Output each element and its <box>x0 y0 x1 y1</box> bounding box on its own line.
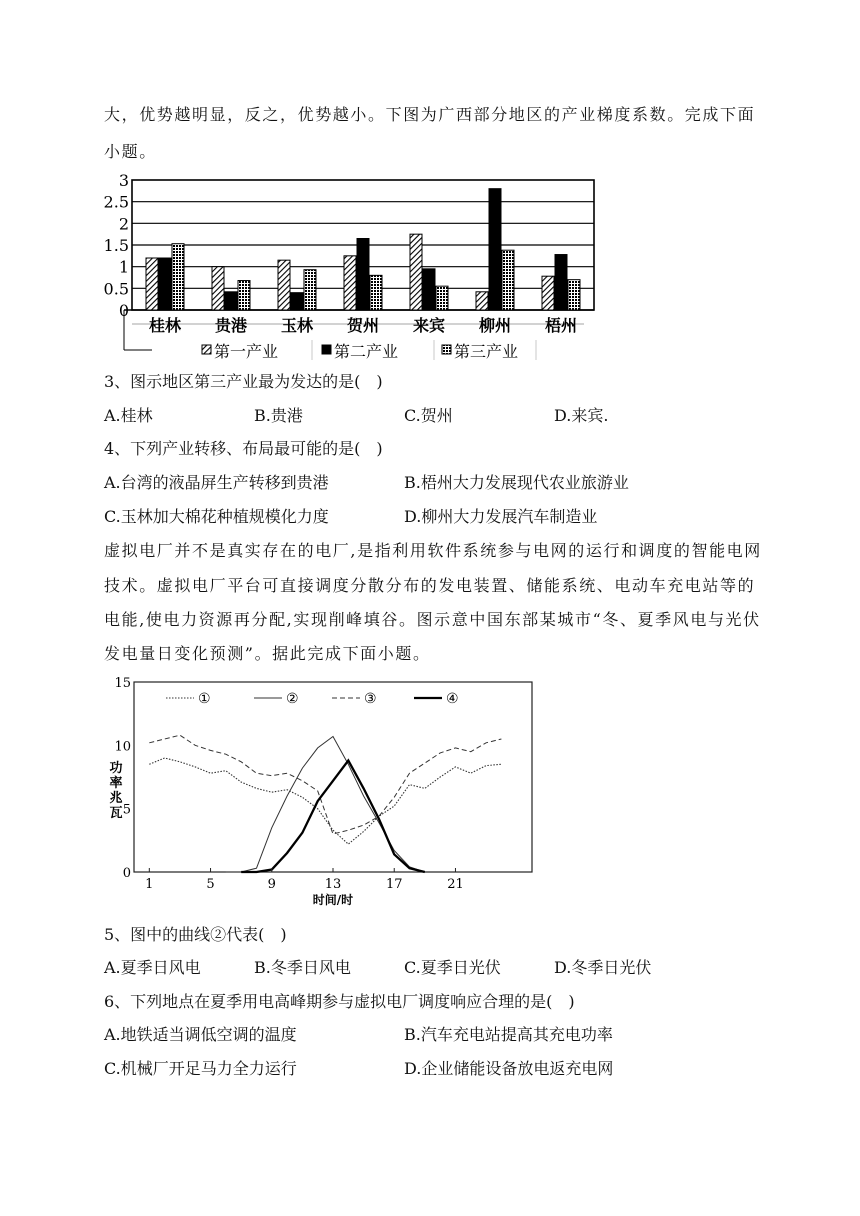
series-line <box>149 735 501 834</box>
bar <box>238 281 250 310</box>
line-x-tick: 13 <box>324 877 342 892</box>
series-line <box>241 761 425 873</box>
q6-option-c[interactable]: C.机械厂开足马力全力运行 <box>104 1059 297 1078</box>
legend-label: ① <box>198 691 211 707</box>
bar-y-tick: 1 <box>118 257 129 277</box>
bar-x-tick: 梧州 <box>544 316 578 335</box>
bar-x-tick: 贺州 <box>346 316 380 335</box>
q6-option-d[interactable]: D.企业储能设备放电返充电网 <box>404 1059 614 1078</box>
bar <box>476 292 488 310</box>
bar <box>410 234 422 310</box>
bar <box>370 275 382 310</box>
q5-option-d[interactable]: D.冬季日光伏 <box>554 958 652 977</box>
q4-stem: 4、下列产业转移、布局最可能的是( ) <box>104 439 383 458</box>
passage2-line-3: 电能,使电力资源再分配,实现削峰填谷。图示意中国东部某城市“冬、夏季风电与光伏 <box>104 610 761 629</box>
q5-option-a[interactable]: A.夏季日风电 <box>104 958 201 977</box>
bar <box>225 292 237 310</box>
line-y-tick: 5 <box>122 802 131 818</box>
line-x-tick: 5 <box>206 877 215 892</box>
bar-y-tick: 2 <box>118 214 129 234</box>
bar <box>555 255 567 310</box>
intro-line-1: 大，优势越明显，反之，优势越小。下图为广西部分地区的产业梯度系数。完成下面 <box>104 105 756 124</box>
legend-swatch <box>202 345 211 354</box>
bar <box>568 280 580 310</box>
q3-option-a[interactable]: A.桂林 <box>104 406 153 425</box>
bar <box>423 269 435 310</box>
bar-x-tick: 柳州 <box>478 316 512 335</box>
legend-label: ② <box>286 691 299 707</box>
q5-stem: 5、图中的曲线②代表( ) <box>104 925 287 944</box>
passage2-line-1: 虚拟电厂并不是真实存在的电厂,是指利用软件系统参与电网的运行和调度的智能电网 <box>104 541 762 560</box>
q3-option-d[interactable]: D.来宾. <box>554 406 609 425</box>
y-axis-label-char: 率 <box>109 776 123 791</box>
x-axis-label: 时间/时 <box>312 893 354 907</box>
q3-stem: 3、图示地区第三产业最为发达的是( ) <box>104 372 383 391</box>
passage2-line-2: 技术。虚拟电厂平台可直接调度分散分布的发电装置、储能系统、电动车充电站等的 <box>104 576 756 595</box>
line-y-tick: 0 <box>122 866 131 881</box>
bar-x-tick: 桂林 <box>148 316 182 335</box>
q5-option-b[interactable]: B.冬季日风电 <box>254 958 351 977</box>
line-y-tick: 15 <box>114 676 131 691</box>
bar-y-tick: 2.5 <box>104 192 129 212</box>
bar-y-tick: 3 <box>118 171 129 190</box>
bar-y-tick: 1.5 <box>104 236 129 255</box>
q4-option-d[interactable]: D.柳州大力发展汽车制造业 <box>404 507 598 526</box>
bar-x-tick: 玉林 <box>280 316 314 335</box>
legend-label: ③ <box>364 691 377 707</box>
q4-option-b[interactable]: B.梧州大力发展现代农业旅游业 <box>404 473 629 492</box>
legend-label: ④ <box>446 691 459 707</box>
bar <box>489 189 501 310</box>
bar <box>278 260 290 310</box>
bar <box>304 270 316 310</box>
intro-line-2: 小题。 <box>104 142 157 161</box>
line-x-tick: 21 <box>447 877 464 892</box>
line-x-tick: 17 <box>385 877 403 892</box>
bar-x-tick: 贵港 <box>214 316 248 335</box>
q4-option-a[interactable]: A.台湾的液晶屏生产转移到贵港 <box>104 473 329 492</box>
legend-label: 第三产业 <box>454 342 519 361</box>
bar-y-tick: 0.5 <box>104 279 129 299</box>
bar-y-tick: 0 <box>118 301 129 320</box>
y-axis-label-char: 功 <box>109 761 123 776</box>
y-axis-label-char: 瓦 <box>109 806 123 821</box>
bar <box>291 293 303 310</box>
line-plot-frame <box>134 682 532 872</box>
q6-stem: 6、下列地点在夏季用电高峰期参与虚拟电厂调度响应合理的是( ) <box>104 992 575 1011</box>
bar <box>344 256 356 310</box>
bar <box>172 244 184 310</box>
legend-swatch <box>322 345 331 354</box>
bar <box>146 258 158 310</box>
legend-swatch <box>442 345 451 354</box>
q6-option-b[interactable]: B.汽车充电站提高其充电功率 <box>404 1025 613 1044</box>
bar-chart <box>104 170 604 365</box>
line-x-tick: 1 <box>145 877 154 892</box>
line-x-tick: 9 <box>267 877 276 892</box>
series-line <box>149 758 501 844</box>
line-y-tick: 10 <box>114 739 131 755</box>
legend-label: 第二产业 <box>334 342 399 361</box>
bar <box>542 276 554 310</box>
bar <box>502 250 514 310</box>
bar <box>357 239 369 311</box>
q5-option-c[interactable]: C.夏季日光伏 <box>404 958 501 977</box>
bar-x-tick: 来宾 <box>412 316 446 335</box>
q3-option-b[interactable]: B.贵港 <box>254 406 303 425</box>
line-chart <box>104 672 544 917</box>
passage2-line-4: 发电量日变化预测”。据此完成下面小题。 <box>104 644 431 663</box>
bar <box>212 267 224 310</box>
q3-option-c[interactable]: C.贺州 <box>404 406 453 425</box>
q4-option-c[interactable]: C.玉林加大棉花种植规模化力度 <box>104 507 329 526</box>
q6-option-a[interactable]: A.地铁适当调低空调的温度 <box>104 1025 297 1044</box>
bar <box>159 258 171 310</box>
bar <box>436 286 448 310</box>
y-axis-label-char: 兆 <box>109 791 123 806</box>
legend-label: 第一产业 <box>214 342 279 361</box>
